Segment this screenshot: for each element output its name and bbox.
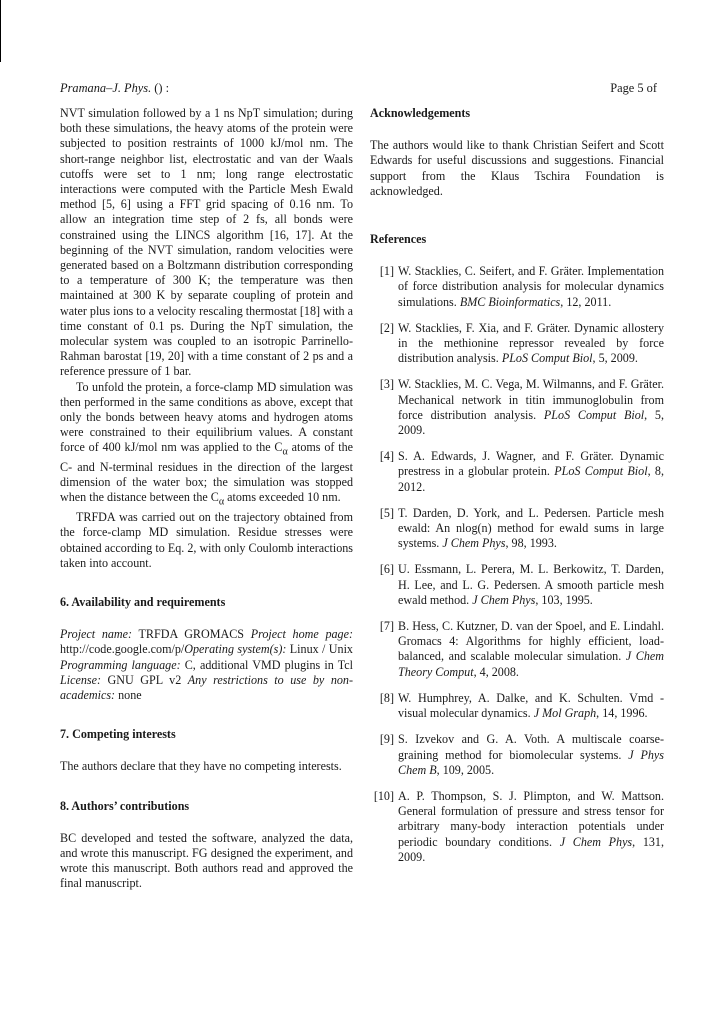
running-header: [60, 80, 657, 96]
reference-list: [370, 264, 664, 865]
reference-item: [370, 264, 664, 310]
reference-journal: PLoS Comput Biol: [543, 407, 645, 422]
reference-text: A. P. Thompson, S. J. Plimpton, and W. Mattson. General formulation of pressure and stress tensor for arbitrary many-body interaction potentials under periodic boundary conditions. J Chem Phys, 131, 2009.: [398, 788, 664, 864]
reference-number: [5]: [379, 505, 394, 520]
reference-number: [10]: [373, 788, 394, 803]
section-heading-authors-contributions: 8. Authors’ contributions: [60, 798, 190, 813]
left-column: [60, 106, 353, 892]
page-number: Page 5 of: [610, 81, 657, 95]
reference-number: [2]: [379, 320, 394, 335]
reference-journal: J Chem Phys: [442, 536, 506, 551]
reference-number: [3]: [379, 377, 394, 392]
journal-issue: () :: [151, 81, 170, 95]
reference-journal: PLoS Comput Biol: [501, 351, 593, 366]
reference-journal: J Phys Chem B: [398, 747, 664, 777]
reference-journal: J Chem Theory Comput: [398, 649, 664, 679]
reference-journal: J Chem Phys: [472, 592, 536, 607]
reference-number: [4]: [379, 449, 394, 464]
reference-item: [370, 562, 664, 608]
reference-item: [370, 506, 664, 552]
methods-paragraph-3: TRFDA was carried out on the trajectory obtained from the force-clamp MD simulation. Residue stresses were obtained according to Eq. 2, with only Coulomb interactions taken into account.: [60, 510, 353, 570]
methods-paragraph-1: NVT simulation followed by a 1 ns NpT simulation; during both these simulations, the heavy atoms of the protein were subjected to position restraints of 1000 kJ/mol nm. The short-range neighbor list, electrostatic and van der Waals cutoffs were set to 1 nm; long range electrostatic interactions were computed with the Particle Mesh Ewald method [5, 6] using a FFT grid spacing of 0.16 nm. To allow an integration time step of 2 fs, all bonds were constrained using the LINCS algorithm [16, 17]. At the beginning of the NVT simulation, random velocities were generated based on a Boltzmann distribution corresponding to a temperature of 300 K; the temperature was then maintained at 300 K by separate coupling of protein and water plus ions to a velocity rescaling thermostat [18] with a time constant of 0.1 ps. During the NpT simulation, the molecular system was coupled to an isotropic Parrinello-Rahman barostat [19, 20] with a time constant of 2 ps and a reference pressure of 1 bar.: [60, 106, 353, 379]
reference-number: [1]: [379, 264, 394, 279]
section-heading-competing-interests: 7. Competing interests: [60, 727, 176, 742]
reference-text: B. Hess, C. Kutzner, D. van der Spoel, and E. Lindahl. Gromacs 4: Algorithms for highly efficient, load-balanced, and scalable molecular simulation. J Chem Theory Comput, 4, 2008.: [398, 619, 664, 679]
section-heading-availability: 6. Availability and requirements: [60, 594, 226, 609]
reference-text: W. Stacklies, C. Seifert, and F. Gräter. Implementation of force distribution analysis for molecular dynamics simulations. BMC Bioinformatics, 12, 2011.: [398, 264, 664, 309]
competing-interests-paragraph: The authors declare that they have no competing interests.: [60, 759, 342, 774]
methods-paragraph-2: To unfold the protein, a force-clamp MD simulation was then performed in the same conditions as above, except that only the bonds between heavy atoms and hydrogen atoms were constrained to their equilibrium values. A constant force of 400 kJ/mol nm was applied to the $C_\alpha$ atoms of the C- and N-terminal residues in the direction of the largest dimension of the water box; the simulation was stopped when the distance between the $C_\alpha$ atoms exceeded 10 nm.: [60, 379, 354, 508]
reference-text: W. Stacklies, F. Xia, and F. Gräter. Dynamic allostery in the methionine repressor revealed by force distribution analysis. PLoS Comput Biol, 5, 2009.: [398, 320, 664, 366]
reference-item: [370, 377, 664, 438]
authors-contributions-paragraph: BC developed and tested the software, analyzed the data, and wrote this manuscript. FG designed the experiment, and wrote this manuscript. Both authors read and approved the final manuscript.: [60, 830, 353, 891]
section-heading-references: References: [370, 232, 427, 247]
reference-text: S. Izvekov and G. A. Voth. A multiscale coarse-graining method for biomolecular systems. J Phys Chem B, 109, 2005.: [398, 732, 664, 777]
reference-text: W. Stacklies, M. C. Vega, M. Wilmanns, and F. Gräter. Mechanical network in titin immunoglobulin from force distribution analysis. PLoS Comput Biol, 5, 2009.: [398, 377, 664, 438]
reference-text: U. Essmann, L. Perera, M. L. Berkowitz, T. Darden, H. Lee, and L. G. Pedersen. A smooth particle mesh ewald method. J Chem Phys, 103, 1995.: [398, 562, 664, 607]
reference-number: [7]: [379, 619, 394, 634]
section-heading-acknowledgements: Acknowledgements: [370, 106, 471, 120]
alpha-subscript: α: [218, 496, 225, 508]
right-column: [370, 106, 664, 876]
reference-item: [370, 321, 664, 367]
reference-number: [9]: [379, 732, 394, 747]
reference-item: [370, 691, 664, 721]
journal-name: Pramana–J. Phys. () :: [60, 81, 170, 95]
alpha-subscript: α: [282, 446, 288, 458]
availability-paragraph: Project name: TRFDA GROMACS Project home page: http://code.google.com/p/Operating system(s): Linux / Unix Programming language: C, additional VMD plugins in Tcl License: GNU GPL v2 Any restrictions to use by non-academics: none: [60, 627, 353, 702]
reference-item: [370, 619, 664, 680]
reference-text: W. Humphrey, A. Dalke, and K. Schulten. Vmd - visual molecular dynamics. J Mol Graph, 14, 1996.: [398, 690, 664, 721]
reference-item: [370, 732, 664, 778]
reference-journal: BMC Bioinformatics: [459, 294, 561, 309]
reference-text: T. Darden, D. York, and L. Pedersen. Particle mesh ewald: An nlog(n) method for ewald sums in large systems. J Chem Phys, 98, 1993.: [398, 505, 664, 551]
reference-number: [6]: [379, 562, 394, 577]
reference-item: [370, 449, 664, 495]
reference-journal: J Chem Phys: [559, 834, 633, 849]
reference-number: [8]: [379, 690, 394, 705]
page-edge-rule: [0, 0, 1, 62]
reference-journal: PLoS Comput Biol: [554, 464, 648, 479]
reference-item: [370, 789, 664, 865]
reference-text: S. A. Edwards, J. Wagner, and F. Gräter. Dynamic prestress in a globular protein. PLoS Comput Biol, 8, 2012.: [398, 449, 664, 494]
reference-journal: J Mol Graph: [533, 706, 597, 721]
acknowledgements-paragraph: The authors would like to thank Christian Seifert and Scott Edwards for useful discussions and suggestions. Financial support from the Klaus Tschira Foundation is acknowledged.: [370, 138, 664, 198]
